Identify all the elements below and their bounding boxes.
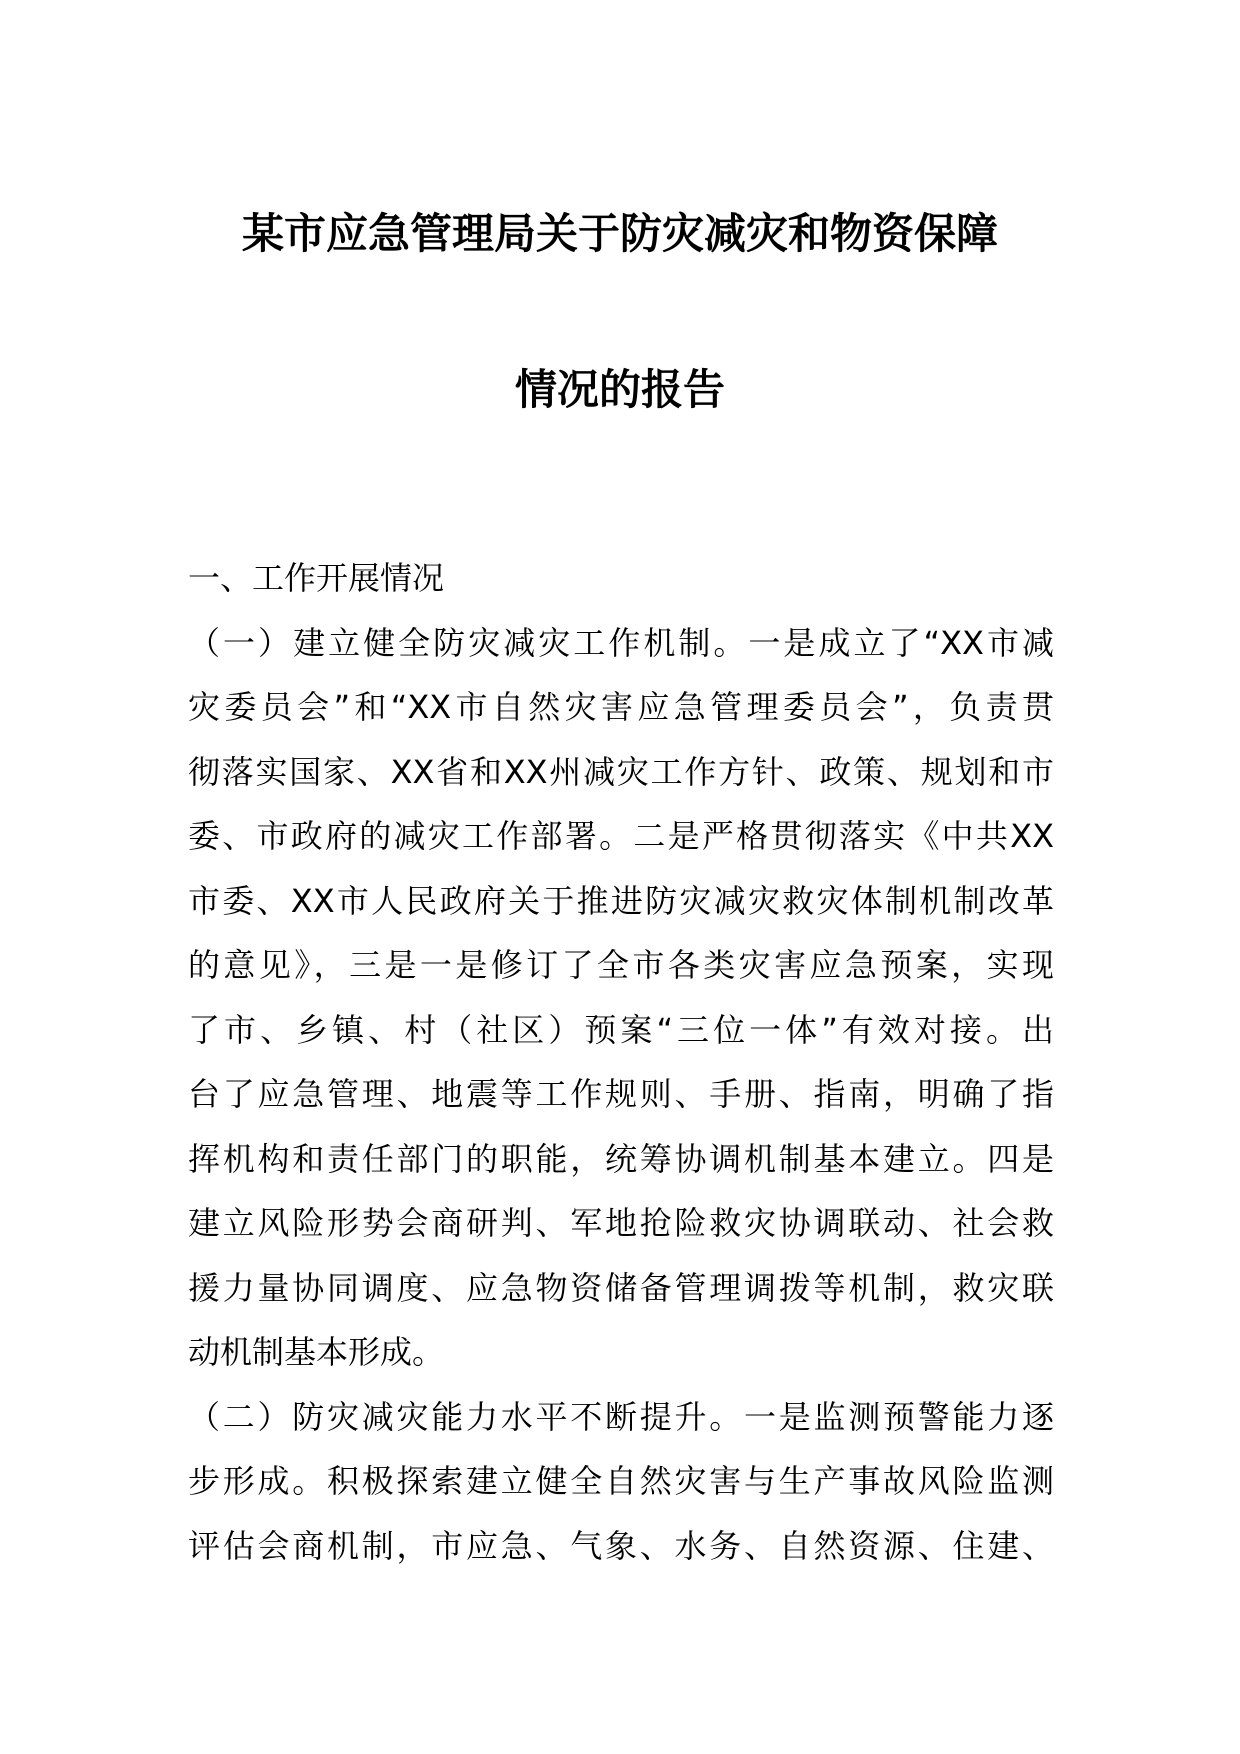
document-title-line-1: 某市应急管理局关于防灾减灾和物资保障 bbox=[241, 209, 998, 258]
section-heading: 一、工作开展情况 bbox=[188, 559, 445, 597]
paragraph-1 bbox=[188, 611, 1054, 1385]
paragraph-1-line: 台了应急管理、地震等工作规则、手册、指南，明确了指 bbox=[188, 1075, 1054, 1113]
paragraph-2 bbox=[188, 1385, 1054, 1579]
paragraph-1-line: 援力量协同调度、应急物资储备管理调拨等机制，救灾联 bbox=[188, 1268, 1054, 1307]
paragraph-1-line: 灾委员会”和“XX市自然灾害应急管理委员会”，负责贯 bbox=[188, 688, 1054, 726]
paragraph-1-line: 的意见》，三是一是修订了全市各类灾害应急预案，实现 bbox=[188, 946, 1054, 984]
paragraph-1-line: 建立风险形势会商研判、军地抢险救灾协调联动、社会救 bbox=[188, 1204, 1054, 1242]
paragraph-1-line: 市委、XX市人民政府关于推进防灾减灾救灾体制机制改革 bbox=[188, 881, 1054, 920]
paragraph-1-line: （一）建立健全防灾减灾工作机制。一是成立了“XX市减 bbox=[188, 623, 1054, 662]
document-title-line-2: 情况的报告 bbox=[514, 365, 725, 414]
paragraph-2-line: 评估会商机制，市应急、气象、水务、自然资源、住建、 bbox=[188, 1526, 1054, 1565]
document-body bbox=[188, 546, 1054, 1578]
paragraph-2-line: 步形成。积极探索建立健全自然灾害与生产事故风险监测 bbox=[188, 1462, 1054, 1500]
paragraph-1-line: 动机制基本形成。 bbox=[188, 1333, 445, 1371]
paragraph-1-line: 委、市政府的减灾工作部署。二是严格贯彻落实《中共XX bbox=[188, 817, 1054, 855]
paragraph-1-line: 彻落实国家、XX省和XX州减灾工作方针、政策、规划和市 bbox=[188, 752, 1054, 791]
paragraph-2-line: （二）防灾减灾能力水平不断提升。一是监测预警能力逐 bbox=[188, 1397, 1054, 1436]
paragraph-1-line: 挥机构和责任部门的职能，统筹协调机制基本建立。四是 bbox=[188, 1139, 1054, 1178]
paragraph-1-line: 了市、乡镇、村（社区）预案“三位一体”有效对接。出 bbox=[188, 1010, 1054, 1049]
